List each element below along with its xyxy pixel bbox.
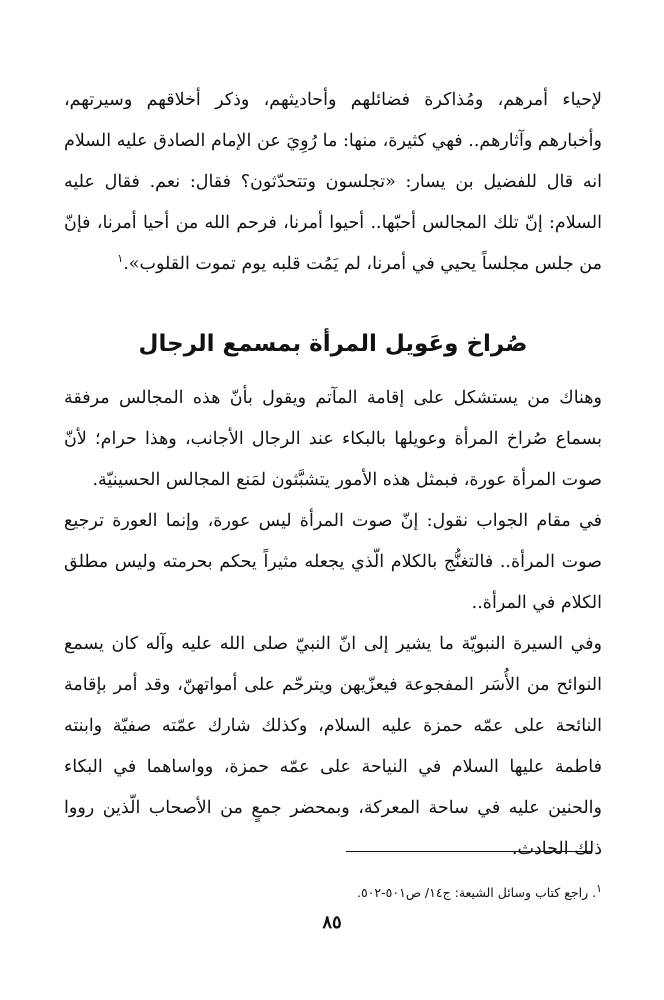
paragraph-answer: في مقام الجواب نقول: إنّ صوت المرأة ليس عورة، وإنما العورة ترجيع صوت المرأة.. فالتغنُّج بالكلام الّذي يجعله مثيراً يحكم بحرمته وليس مطلق الكلام في المرأة.. [64,511,602,613]
page-number: ٨٥ [322,912,342,933]
footnote-reference: ١ [117,252,124,266]
paragraph-objection: وهناك من يستشكل على إقامة المآتم ويقول بأنّ هذه المجالس مرفقة بسماع صُراخ المرأة وعويلها بالبكاء عند الرجال الأجانب، وهذا حرام؛ لأنّ صوت المرأة عورة، فبمثل هذه الأمور يتشبَّثون لمَنع المجالس الحسينيّة. [64,388,602,490]
opening-paragraph [64,80,602,285]
main-text-block [64,378,602,870]
paragraph-prophetic-sira: وفي السيرة النبويّة ما يشير إلى انّ النبيّ صلى الله عليه وآله كان يسمع النوائح من الأُسَر المفجوعة فيعزّيهن ويترحّم على أمواتهنّ، وقد أمر بإقامة النائحة على عمّه حمزة عليه السلام، وكذلك شارك عمّته صفيّة وابنته فاطمة عليها السلام في النياحة على عمّه حمزة، وواساهما في البكاء والحنين عليه في ساحة المعركة، وبمحضر جمعٍ من الأصحاب الّذين رووا ذلك الحادث. [64,634,602,859]
opening-paragraph-text: لإحياء أمرهم، ومُذاكرة فضائلهم وأحاديثهم، وذكر أخلاقهم وسيرتهم، وأخبارهم وآثارهم.. فهي كثيرة، منها: ما رُوِيَ عن الإمام الصادق عليه السلام انه قال للفضيل بن يسار: «تجلسون وتتحدّثون؟ فقال: نعم. فقال عليه السلام: إنّ تلك المجالس أحبّها.. أحيوا أمرنا، فرحم الله من أحيا أمرنا، فإنّ من جلس مجلساً يحيي في أمرنا، لم يَمُت قلبه يوم تموت القلوب». [64,90,602,274]
footnote-text: . راجع كتاب وسائل الشيعة: ج١٤/ ص٥٠١-٥٠٢. [357,885,597,900]
section-heading: صُراخ وعَويل المرأة بمسمع الرجال [138,331,528,357]
footnote-divider [346,851,592,852]
footnote-marker: ١ [596,881,602,895]
footnote [64,882,602,904]
opening-text-block [64,80,602,285]
